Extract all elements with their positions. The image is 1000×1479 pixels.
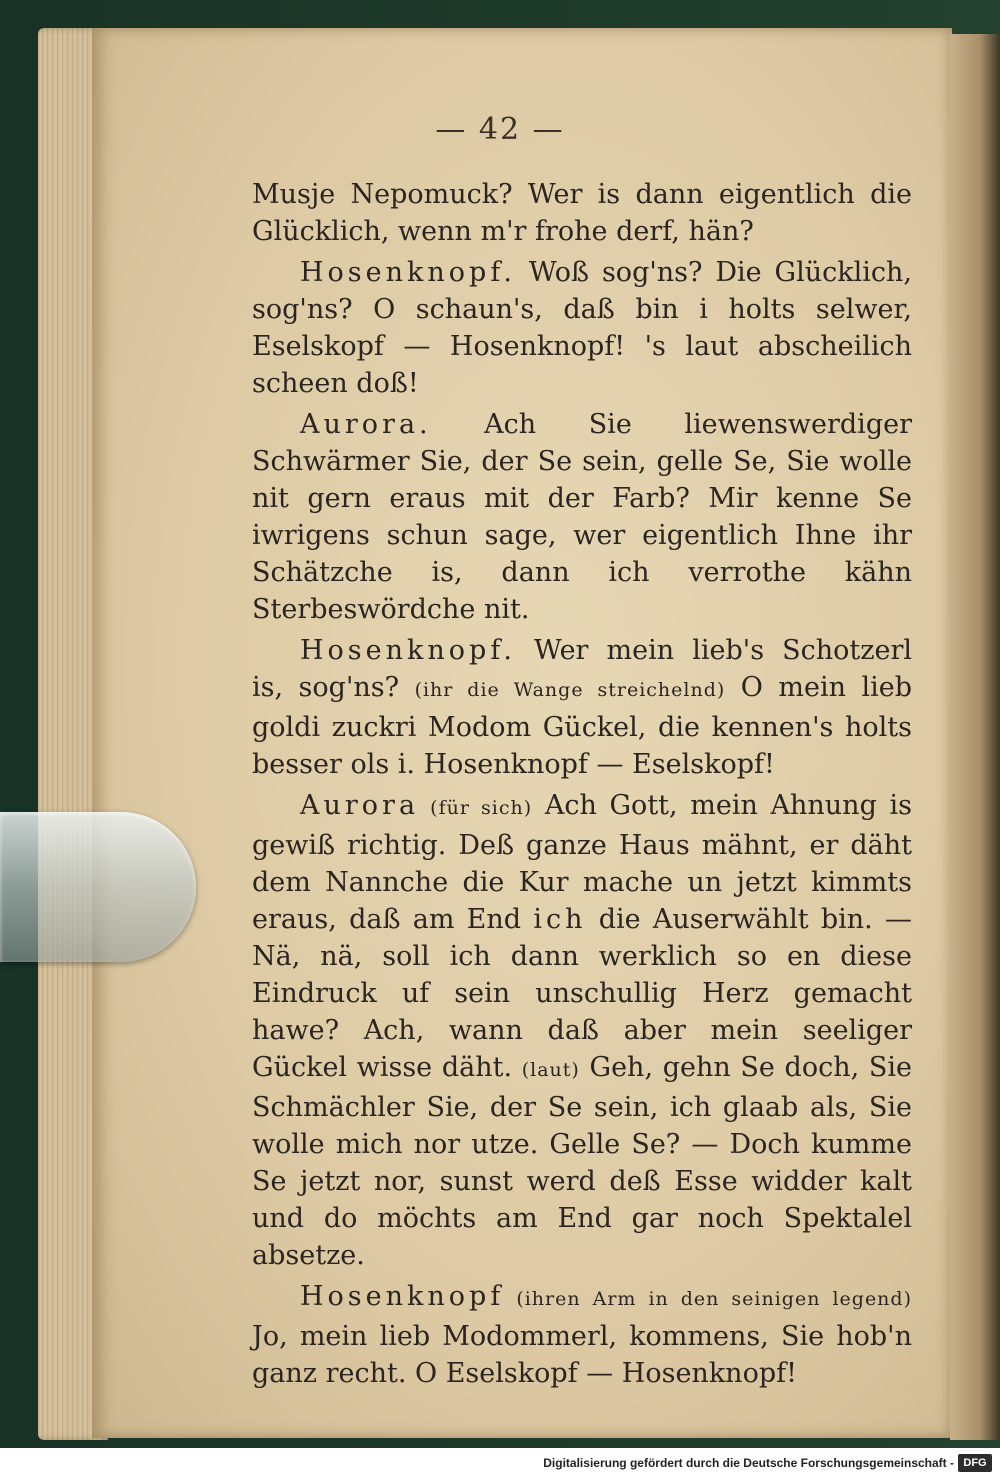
page-number: — 42 — <box>435 112 565 147</box>
text-run: Ach Gott, mein Ahnung is gewiß richtig. Deß ganze Haus mähnt, er däht dem Nannche die Kur mache un jetzt kimmts eraus, daß am End <box>252 790 912 935</box>
footer-bar <box>0 1448 1000 1479</box>
paragraph-2 <box>252 254 912 402</box>
text-run: Wer mein lieb's Schotzerl is, sog'ns? <box>252 635 912 703</box>
text-run: Geh, gehn Se doch, Sie Schmächler Sie, der Se sein, ich glaab als, Sie wolle mich nor utze. Gelle Se? — Doch kumme Se jetzt nor, sunst werd deß Esse widder kalt und do möchts am End gar noch Spektalel absetze. <box>252 1052 912 1271</box>
text-run: Musje Nepomuck? Wer is dann eigentlich die Glücklich, wenn m'r frohe derf, hän? <box>252 179 912 247</box>
text-run: Ach Sie liewenswerdiger Schwärmer Sie, der Se sein, gelle Se, Sie wolle nit gern eraus mit der Farb? Mir kenne Se iwrigens schun sage, wer eigentlich Ihne ihr Schätzche is, dann ich verrothe kähn Sterbeswördche nit. <box>252 409 912 625</box>
speaker-name: Aurora <box>300 790 420 821</box>
speaker-name: Hosenknopf <box>300 1281 505 1312</box>
text-run: O mein lieb goldi zuckri Modom Gückel, die kennen's holts besser ols i. Hosenknopf — Eselskopf! <box>252 672 912 780</box>
paragraph-5 <box>252 787 912 1274</box>
dfg-logo: DFG <box>958 1454 992 1472</box>
stage-direction: (ihren Arm in den seinigen legend) <box>504 1288 912 1310</box>
page-clip <box>0 812 196 962</box>
paragraph-3 <box>252 406 912 628</box>
stage-direction: (laut) <box>521 1059 580 1081</box>
speaker-name: Hosenknopf. <box>300 257 516 288</box>
emphasized-word: ich <box>533 904 587 935</box>
paragraph-1 <box>252 176 912 250</box>
facing-page-edge <box>950 34 1000 1440</box>
paragraph-6 <box>252 1278 912 1392</box>
text-run: Woß sog'ns? Die Glücklich, sog'ns? O schaun's, daß bin i holts selwer, Eselskopf — Hosenknopf! 's laut abscheilich scheen doß! <box>252 257 912 399</box>
speaker-name: Aurora. <box>300 409 432 440</box>
text-run: die Auserwählt bin. — Nä, nä, soll ich dann werklich so en diese Eindruck uf sein unschullig Herz gemacht hawe? Ach, wann daß aber mein seeliger Gückel wisse däht. <box>252 904 912 1083</box>
paragraph-4 <box>252 632 912 783</box>
text-run: Jo, mein lieb Modommerl, kommens, Sie hob'n ganz recht. O Eselskopf — Hosenknopf! <box>252 1321 912 1389</box>
text-block <box>252 176 912 1392</box>
speaker-name: Hosenknopf. <box>300 635 516 666</box>
stage-direction: (für sich) <box>419 797 533 819</box>
stage-direction: (ihr die Wange streichelnd) <box>414 679 726 701</box>
footer-credit: Digitalisierung gefördert durch die Deutsche Forschungsgemeinschaft - <box>543 1456 954 1470</box>
